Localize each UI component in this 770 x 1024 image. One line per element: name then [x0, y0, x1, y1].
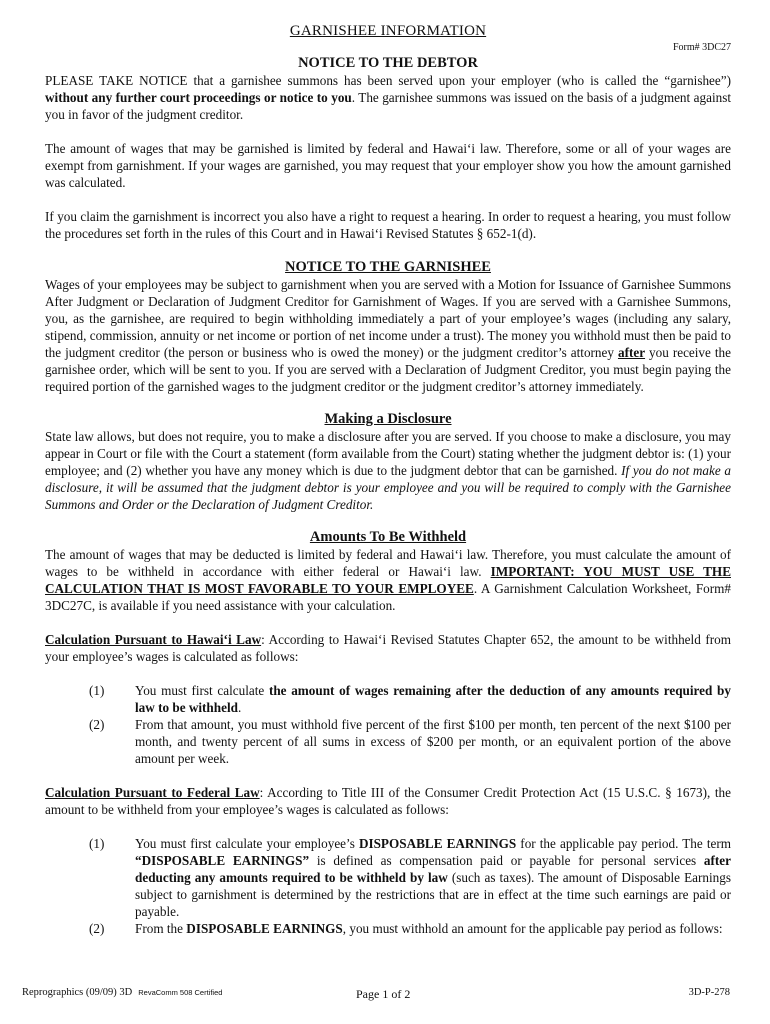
list-item-number: (2) — [89, 717, 105, 732]
hawaii-calc-label: Calculation Pursuant to Hawai‘i Law — [45, 632, 262, 647]
garnishee-text-a: Wages of your employees may be subject to garnishment when you are served with a Motion for Issuance of Garnishee Summons After Judgment or Declaration of Judgment Creditor for Garnishment of Wages. If you are served with a Garnishee Summons, you, as the garnishee, are required to begin withholding immediately a part of your employee’s wages (including any salary, stipend, commission, annuity or net income or portion of net income under a trust). The money you withhold must then be paid to the judgment creditor (the person or business who is owed the money) or the judgment creditor’s attorney — [45, 277, 731, 360]
fed-item1-b2: “DISPOSABLE EARNINGS” — [135, 853, 310, 868]
fed-item2-b1: DISPOSABLE EARNINGS — [186, 921, 343, 936]
hawaii-calc-list — [45, 682, 731, 767]
disclosure-heading: Making a Disclosure — [324, 411, 452, 427]
debtor-heading: NOTICE TO THE DEBTOR — [298, 55, 478, 71]
withheld-paragraph — [45, 546, 731, 614]
list-item-text — [135, 920, 731, 937]
debtor-p1-text-a: PLEASE TAKE NOTICE that a garnishee summons has been served upon your employer (who is called the “garnishee”) — [45, 73, 731, 88]
federal-calc-intro-text: : According to Title III of the Consumer Credit Protection Act (15 U.S.C. § 1673), the amount to be withheld from your employee’s wages is calculated as follows: — [45, 785, 731, 817]
list-item-text — [135, 835, 731, 920]
list-item-text-b: . — [237, 700, 242, 715]
list-item-text-a: You must first calculate — [135, 683, 269, 698]
federal-calc-intro — [45, 784, 731, 818]
list-item-bold: the amount of wages remaining after the deduction of any amounts required by law to be withheld — [135, 683, 731, 715]
list-item — [45, 716, 731, 767]
list-item-text — [135, 682, 731, 716]
fed-item1-b3: after deducting any amounts required to be withheld by law — [135, 853, 731, 885]
list-item — [45, 920, 731, 937]
garnishee-heading: NOTICE TO THE GARNISHEE — [285, 259, 491, 275]
list-item — [45, 682, 731, 716]
footer-reprographics: Reprographics (09/09) 3D — [22, 987, 133, 998]
withheld-text-b: . A Garnishment Calculation Worksheet, Form# 3DC27C, is available if you need assistance with your calculation. — [45, 581, 731, 613]
footer-left — [22, 987, 222, 998]
fed-item1-d: is defined as compensation paid or payable for personal services — [309, 853, 704, 868]
garnishee-text-b: you receive the garnishee order, which will be sent to you. If you are served with a Declaration of Judgment Creditor, you must begin paying the required portion of the garnished wages to the judgment creditor or the judgment creditor’s attorney immediately. — [45, 345, 731, 394]
fed-item2-c: , you must withhold an amount for the applicable pay period as follows: — [342, 921, 723, 936]
footer-certified: RevaComm 508 Certified — [138, 988, 223, 997]
fed-item2-a: From the — [135, 921, 187, 936]
disclosure-italic-text: If you do not make a disclosure, it will be assumed that the judgment debtor is your employee and you will be required to comply with the Garnishee Summons and Order or the Declaration of Judgment Creditor. — [45, 463, 731, 512]
fed-item1-a: You must first calculate your employee’s — [135, 836, 359, 851]
list-item-number: (1) — [89, 683, 105, 698]
list-item — [45, 835, 731, 920]
debtor-p1-text-b: . The garnishee summons was issued on the basis of a judgment against you in favor of the judgment creditor. — [45, 90, 731, 122]
hawaii-calc-intro-text: : According to Hawai‘i Revised Statutes Chapter 652, the amount to be withheld from your employee’s wages is calculated as follows: — [45, 632, 731, 664]
page-footer — [22, 987, 730, 1001]
debtor-paragraph-3: If you claim the garnishment is incorrect you also have a right to request a hearing. In order to request a hearing, you must follow the procedures set forth in the rules of this Court and in Hawai‘i Revised Statutes § 652-1(d). — [45, 209, 731, 241]
list-item-number: (1) — [89, 836, 105, 851]
garnishee-after-emphasis: after — [617, 345, 646, 360]
disclosure-text: State law allows, but does not require, you to make a disclosure after you are served. If you choose to make a disclosure, you may appear in Court or file with the Court a statement (form available from the Court) stating whether the judgment debtor is: (1) your employee; and (2) whether you have any money which is due to the judgment debtor that can be garnished. — [45, 429, 731, 478]
form-number: Form# 3DC27 — [672, 42, 731, 53]
fed-item1-b1: DISPOSABLE EARNINGS — [358, 836, 517, 851]
debtor-p1-bold: without any further court proceedings or notice to you — [45, 90, 352, 105]
garnishee-paragraph — [45, 276, 731, 395]
withheld-text-a: The amount of wages that may be deducted is limited by federal and Hawai‘i law. Therefore, you must calculate the amount of wages to be withheld in accordance with either federal or Hawai‘i law. — [45, 547, 731, 579]
footer-form-code: 3D-P-278 — [688, 987, 730, 998]
fed-item1-c: for the applicable pay period. The term — [516, 836, 731, 851]
document-page — [45, 22, 731, 937]
hawaii-calc-intro — [45, 631, 731, 665]
page-number: Page 1 of 2 — [356, 987, 411, 1001]
federal-calc-list — [45, 835, 731, 937]
list-item-text: From that amount, you must withhold five percent of the first $100 per month, ten percent of the next $100 per month, and twenty percent of all sums in excess of $200 per month, or an equivalent portion of the above amount per week. — [135, 717, 731, 766]
page-title: GARNISHEE INFORMATION — [289, 23, 487, 39]
federal-calc-label: Calculation Pursuant to Federal Law — [45, 785, 260, 800]
list-item-number: (2) — [89, 921, 105, 936]
debtor-paragraph-1 — [45, 72, 731, 123]
debtor-paragraph-2: The amount of wages that may be garnished is limited by federal and Hawai‘i law. Therefore, some or all of your wages are exempt from garnishment. If your wages are garnished, you may request that your employer show you how the amount garnished was calculated. — [45, 141, 731, 190]
withheld-heading: Amounts To Be Withheld — [309, 529, 467, 545]
withheld-important: IMPORTANT: YOU MUST USE THE CALCULATION THAT IS MOST FAVORABLE TO YOUR EMPLOYEE — [45, 564, 731, 596]
fed-item1-e: (such as taxes). The amount of Disposable Earnings subject to garnishment is determined by the restrictions that are in effect at the time such earnings are paid or payable. — [135, 870, 731, 919]
disclosure-paragraph — [45, 428, 731, 513]
